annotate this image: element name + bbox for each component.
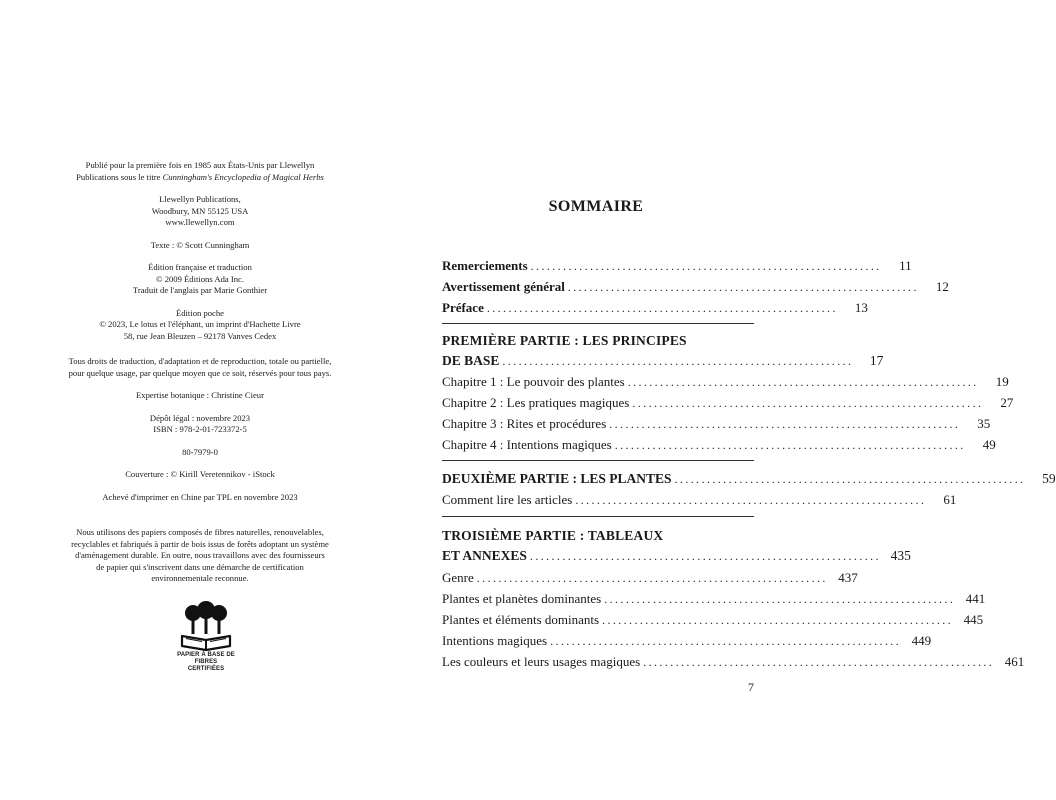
first-publication-title-line: Publications sous le titre Cunningham's Encyclopedia of Magical Herbs — [76, 171, 324, 182]
certified-paper-logo — [176, 600, 236, 672]
pocket-copyright: © 2023, Le lotus et l'éléphant, un imprint d'Hachette Livre — [99, 319, 301, 329]
section-divider — [442, 516, 754, 517]
page-number: 461 — [1004, 654, 1025, 669]
leader-dots: ................................................................. — [567, 280, 919, 294]
leader-dots: ................................................................. — [609, 417, 961, 431]
publisher-url: www.llewellyn.com — [165, 217, 235, 227]
eco-statement-line: de papier qui s'inscrivent dans une démarche de certification — [96, 561, 304, 572]
page-number: 437 — [838, 570, 858, 585]
toc-entry-preface[interactable]: Préface ................................................................. 13 — [442, 300, 868, 315]
toc-entry-avertissement[interactable]: Avertissement général ................................................................. 12 — [442, 279, 949, 294]
toc-entry-comment-lire[interactable]: Comment lire les articles ................................................................. 61 — [442, 492, 957, 507]
first-publication-line: Publié pour la première fois en 1985 aux États-Unis par Llewellyn — [85, 160, 315, 170]
leader-dots: ................................................................. — [550, 634, 902, 648]
leader-dots: ................................................................. — [632, 396, 984, 410]
cover-credit: Couverture : © Kirill Veretennikov - iStock — [125, 469, 275, 479]
toc-entry-remerciements[interactable]: Remerciements ................................................................. 11 — [442, 258, 912, 273]
leader-dots: ................................................................. — [604, 592, 956, 606]
french-copyright: © 2009 Éditions Ada Inc. — [156, 273, 244, 284]
trees-book-icon — [176, 600, 236, 652]
rights-line: Tous droits de traduction, d'adaptation et de reproduction, totale ou partielle, — [68, 356, 332, 366]
toc-entry-intentions[interactable]: Intentions magiques ................................................................. 449 — [442, 633, 932, 648]
page-number: 27 — [1000, 395, 1014, 410]
eco-statement-line: Nous utilisons des papiers composés de fibres naturelles, renouvelables, — [76, 527, 324, 537]
pocket-address: 58, rue Jean Bleuzen – 92178 Vanves Cedex — [123, 330, 277, 341]
botanical-expertise: Expertise botanique : Christine Cieur — [136, 390, 264, 400]
page-number: 13 — [854, 300, 868, 315]
page-number: 441 — [965, 591, 986, 606]
page-folio: 7 — [748, 680, 754, 694]
toc-entry-part-3[interactable]: ET ANNEXES ................................................................. 435 — [442, 548, 911, 563]
page-number: 59 — [1042, 471, 1056, 486]
copyright-page — [14, 160, 386, 596]
page-number: 19 — [995, 374, 1009, 389]
toc-entry-planetes[interactable]: Plantes et planètes dominantes ................................................................. 441 — [442, 591, 986, 606]
certified-paper-logo-text: PAPIER À BASE DE FIBRES CERTIFIÉES — [177, 652, 235, 672]
french-edition: Édition française et traduction — [148, 262, 252, 272]
isbn: ISBN : 978-2-01-723372-5 — [153, 424, 247, 434]
leader-dots: ................................................................. — [575, 493, 927, 507]
toc-entry-chapter-1[interactable]: Chapitre 1 : Le pouvoir des plantes ................................................................. 19 — [442, 374, 1009, 389]
publisher-name: Llewellyn Publications, — [159, 194, 241, 204]
page-number: 61 — [943, 492, 957, 507]
leader-dots: ................................................................. — [614, 438, 966, 452]
printing-note: Achevé d'imprimer en Chine par TPL en novembre 2023 — [102, 491, 298, 502]
toc-entry-chapter-2[interactable]: Chapitre 2 : Les pratiques magiques ................................................................. 27 — [442, 395, 1014, 410]
product-code: 80-7979-0 — [182, 446, 218, 457]
toc-entry-elements[interactable]: Plantes et éléments dominants ................................................................. 445 — [442, 612, 984, 627]
leader-dots: ................................................................. — [602, 613, 954, 627]
rights-line: pour quelque usage, par quelque moyen que ce soit, réservés pour tous pays. — [68, 367, 332, 378]
page-number: 35 — [977, 416, 991, 431]
toc-entry-part-2[interactable]: DEUXIÈME PARTIE : LES PLANTES ................................................................. 59 — [442, 471, 1056, 486]
pocket-edition: Édition poche — [176, 307, 224, 318]
original-title: Cunningham's Encyclopedia of Magical Herbs — [162, 171, 324, 182]
leader-dots: ................................................................. — [476, 571, 828, 585]
page-number: 17 — [869, 353, 884, 368]
toc-title: SOMMAIRE — [548, 198, 644, 215]
page-number: 435 — [890, 548, 911, 563]
leader-dots: ................................................................. — [530, 259, 882, 273]
toc-entry-part-1[interactable]: DE BASE ................................................................. 17 — [442, 353, 884, 368]
legal-deposit: Dépôt légal : novembre 2023 — [149, 412, 251, 423]
page-number: 49 — [982, 437, 996, 452]
leader-dots: ................................................................. — [529, 549, 881, 563]
publisher-city: Woodbury, MN 55125 USA — [151, 205, 249, 216]
page-number: 12 — [935, 279, 949, 294]
eco-statement-line: recyclables et fabriqués à partir de bois issus de forêts adoptant un système — [71, 538, 329, 549]
toc-entry-genre[interactable]: Genre ................................................................. 437 — [442, 570, 858, 585]
translator-credit: Traduit de l'anglais par Marie Gonthier — [132, 285, 268, 295]
toc-entry-chapter-3[interactable]: Chapitre 3 : Rites et procédures ................................................................. 35 — [442, 416, 991, 431]
leader-dots: ................................................................. — [643, 655, 995, 669]
toc-entry-chapter-4[interactable]: Chapitre 4 : Intentions magiques ................................................................. 49 — [442, 437, 996, 452]
leader-dots: ................................................................. — [627, 375, 979, 389]
eco-statement-line: environnementale reconnue. — [151, 573, 249, 583]
part-1-heading: PREMIÈRE PARTIE : LES PRINCIPES — [442, 333, 687, 348]
leader-dots: ................................................................. — [502, 354, 854, 368]
toc-entry-couleurs[interactable]: Les couleurs et leurs usages magiques ................................................................. 461 — [442, 654, 1025, 669]
page-number: 11 — [899, 258, 912, 273]
leader-dots: ................................................................. — [486, 301, 838, 315]
eco-statement-line: d'aménagement durable. En outre, nous travaillons avec des fournisseurs — [75, 550, 325, 560]
page-number: 449 — [911, 633, 932, 648]
leader-dots: ................................................................. — [674, 472, 1026, 486]
section-divider — [442, 323, 754, 324]
text-credit: Texte : © Scott Cunningham — [150, 239, 250, 250]
page-number: 445 — [963, 612, 984, 627]
part-3-heading: TROISIÈME PARTIE : TABLEAUX — [442, 528, 664, 543]
section-divider — [442, 460, 754, 461]
